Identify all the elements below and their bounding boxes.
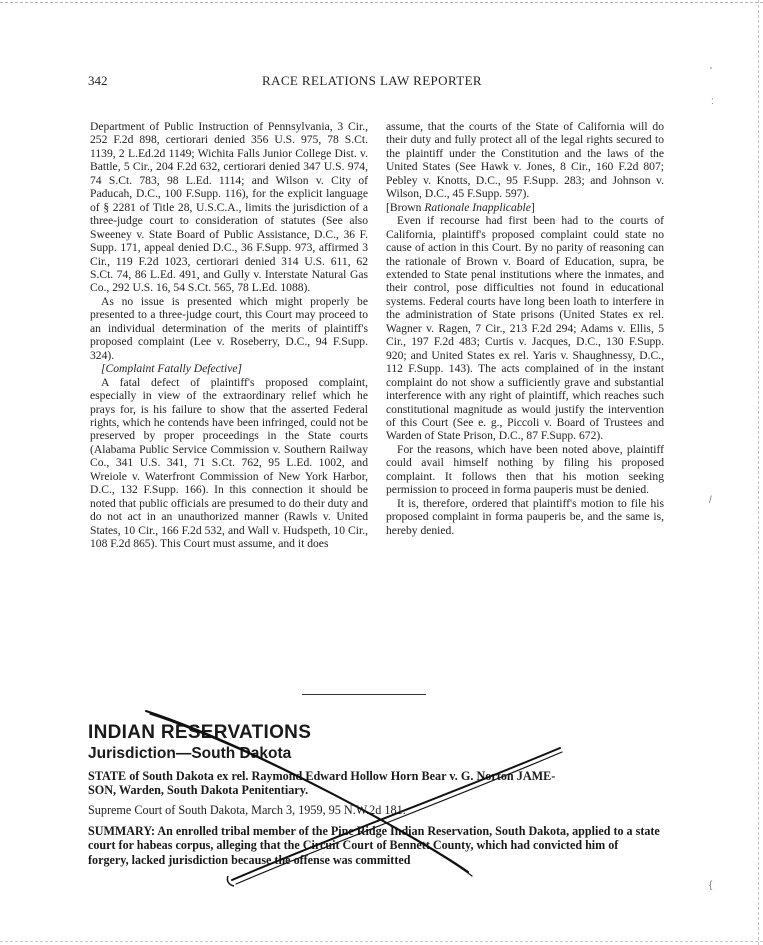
right-column [386,120,664,537]
left-paragraph-1: Department of Public Instruction of Pennsylvania, 3 Cir., 252 F.2d 898, certiorari denied 356 U.S. 975, 78 S.Ct. 1139, 2 L.Ed.2d 1149; Wichita Falls Junior College Dist. v. Battle, 5 Cir., 204 F.2d 632, certiorari denied 347 U.S. 974, 74 S.Ct. 783, 98 L.Ed. 1114; and Wilson v. City of Paducah, D.C., 100 F.Supp. 116), for the explicit language of § 2281 of Title 28, U.S.C.A., limits the jurisdiction of a three-judge court to consideration of statutes (See also Sweeney v. State Board of Public Assistance, D.C., 36 F. Supp. 171, appeal denied D.C., 36 F.Supp. 973, affirmed 3 Cir., 119 F.2d 1023, certiorari denied 314 U.S. 611, 62 S.Ct. 74, 86 L.Ed. 491, and Gully v. Interstate Natural Gas Co., 292 U.S. 16, 54 S.Ct. 565, 78 L.Ed. 1088). [90,120,368,295]
subheading-italic: Rationale Inapplicable [424,200,531,214]
page-header [88,73,656,91]
left-paragraph-3: A fatal defect of plaintiff's proposed complaint, especially in view of the extraordinary relief which he prays for, is his failure to show that the asserted Federal rights, which he contends have been infringed, could not be preserved by proper proceedings in the State courts (Alabama Public Service Commission v. Southern Railway Co., 341 U.S. 341, 71 S.Ct. 762, 95 L.Ed. 1002, and Wreiole v. Waterfront Commission of New York Harbor, D.C., 132 F.Supp. 166). In this connection it should be noted that public officials are presumed to do their duty and do not act in an unauthorized manner (Rawls v. United States, 10 Cir., 166 F.2d 532, and Wall v. Hudspeth, 10 Cir., 108 F.2d 865). This Court must assume, and it does [90,375,368,551]
margin-mark-top: ' [710,66,712,77]
section-divider [302,694,426,695]
subheading-prefix: [Brown [386,200,425,214]
subheading-brown-rationale [386,201,664,214]
case-caption-line-2: SON, Warden, South Dakota Penitentiary. [88,783,309,798]
left-column [90,120,368,551]
left-paragraph-2: As no issue is presented which might properly be presented to a three-judge court, this Court may proceed to an individual determination of the merits of plaintiff's proposed complaint (Lee v. Roseberry, D.C., 94 F.Supp. 324). [90,294,368,362]
right-paragraph-4: It is, therefore, ordered that plaintiff's motion to file his proposed complaint in forma pauperis be, and the same is, hereby denied. [386,496,664,537]
right-paragraph-3: For the reasons, which have been noted above, plaintiff could avail himself nothing by filing his proposed complaint. It follows then that his motion seeking permission to proceed in forma pauperis must be denied. [386,442,664,497]
scan-border-bottom [0,941,763,942]
case-caption [88,769,658,798]
summary-label: SUMMARY: [88,824,155,838]
margin-mark-lower: { [709,880,713,891]
subheading-suffix: ] [530,200,535,214]
section-subtitle: Jurisdiction—South Dakota [88,745,292,762]
page-number: 342 [88,73,108,88]
case-caption-line-1: STATE of South Dakota ex rel. Raymond Edward Hollow Horn Bear v. G. Norton JAME- [88,769,556,783]
scan-border-top [0,2,763,3]
scan-border-right [758,0,759,945]
right-paragraph-1: assume, that the courts of the State of California will do their duty and fully protect all of the legal rights secured to the plaintiff under the Constitution and the laws of the United States (See Hawk v. Jones, 8 Cir., 160 F.2d 807; Pebley v. Knotts, D.C., 95 F.Supp. 283; and Johnson v. Wilson, D.C., 45 F.Supp. 597). [386,120,664,201]
margin-mark-middle: / [709,495,712,506]
section-title: INDIAN RESERVATIONS [88,722,312,743]
case-summary [88,824,660,867]
summary-text: An enrolled tribal member of the Pine Ridge Indian Reservation, South Dakota, applied to a state court for habeas corpus, alleging that the Circuit Court of Bennett County, which had convicted him of forgery, lacked jurisdiction because the offense was committed [88,824,660,867]
running-title: RACE RELATIONS LAW REPORTER [262,73,482,88]
right-paragraph-2: Even if recourse had first been had to the courts of California, plaintiff's proposed complaint could state no cause of action in this Court. By no parity of reasoning can the rationale of Brown v. Board of Education, supra, be extended to State penal institutions where the inmates, and their control, pose difficulties not found in educational systems. Federal courts have long been loath to interfere in the administration of State prisons (United States ex rel. Wagner v. Ragen, 7 Cir., 213 F.2d 294; Adams v. Ellis, 5 Cir., 197 F.2d 483; Curtis v. Jacques, D.C., 130 F.Supp. 920; and United States ex rel. Yaris v. Shaughnessy, D.C., 112 F.Supp. 143). The acts complained of in the instant complaint do not show a sufficiently grave and substantial interference with any right of plaintiff, which reaches such constitutional magnitude as would justify the intervention of this Court (See e. g., Piccoli v. Board of Trustees and Warden of State Prison, D.C., 87 F.Supp. 672). [386,214,664,443]
subheading-complaint-fatally-defective: [Complaint Fatally Defective] [101,362,243,376]
case-citation: Supreme Court of South Dakota, March 3, 1959, 95 N.W.2d 181. [88,803,406,817]
margin-mark-upper: : [711,96,714,107]
